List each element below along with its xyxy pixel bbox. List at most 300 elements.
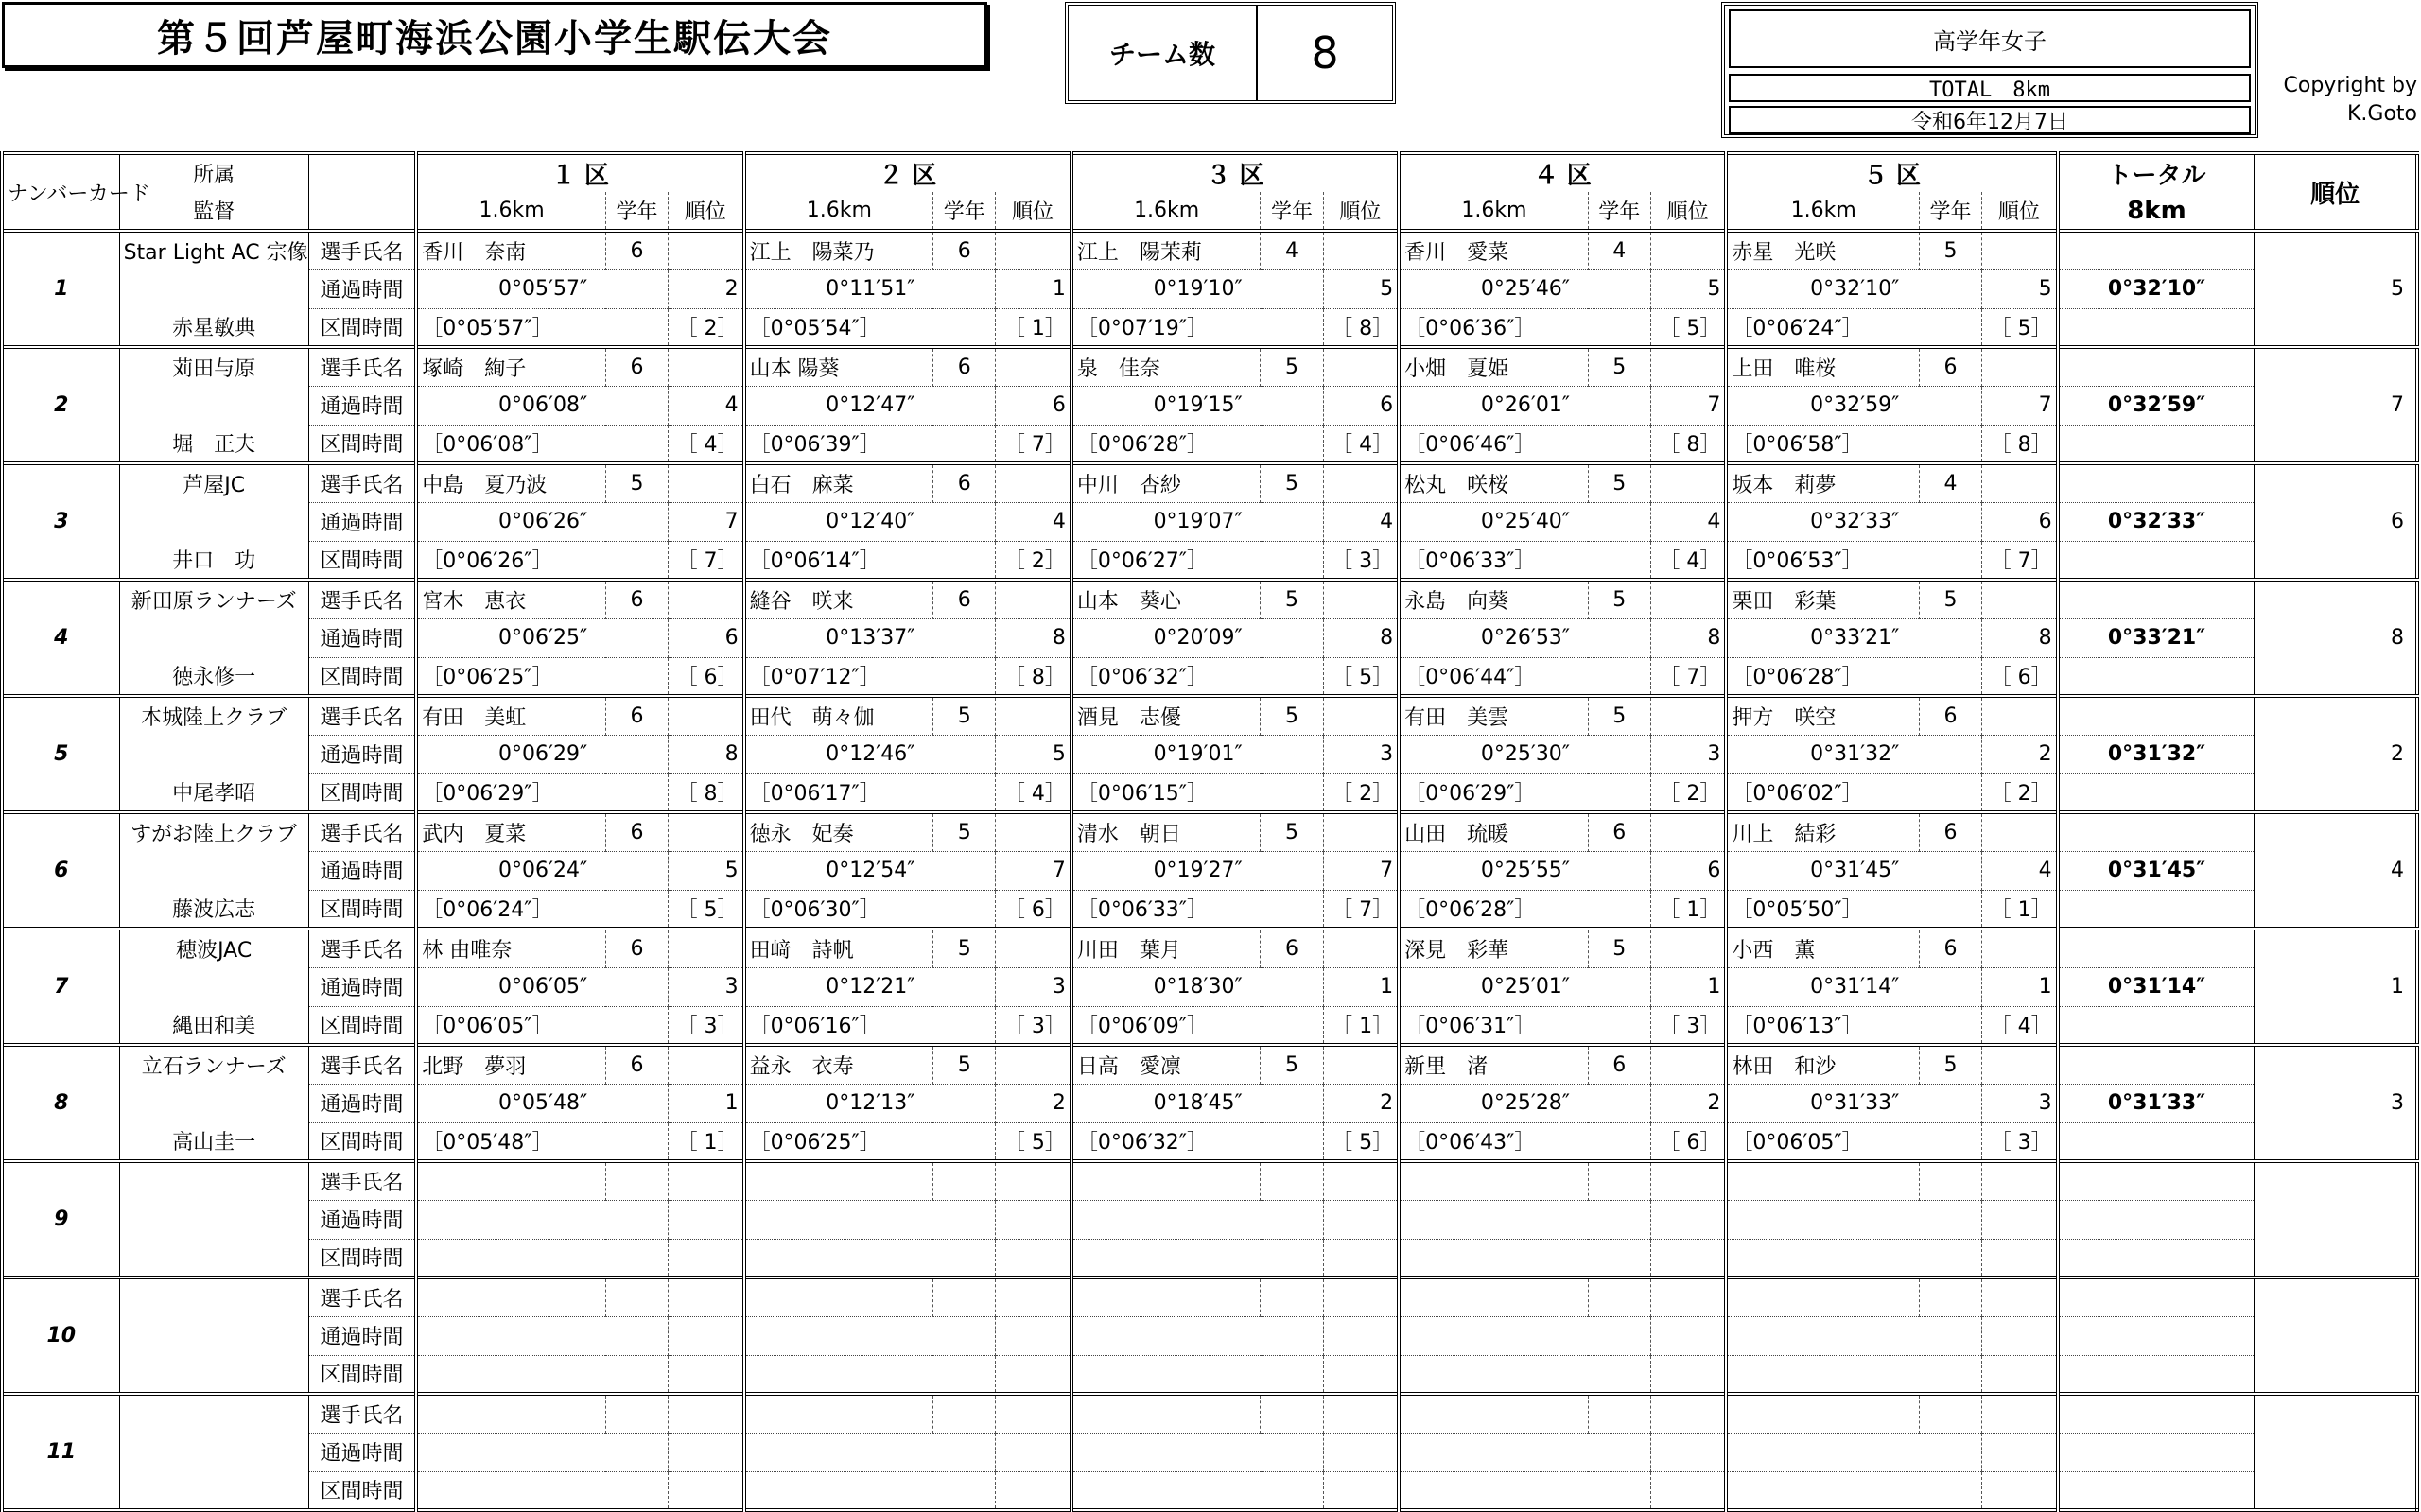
pass-time bbox=[1399, 1200, 1650, 1239]
copyright bbox=[2270, 72, 2417, 129]
grade-spacer bbox=[1650, 580, 1726, 618]
split-rank: ［ 3］ bbox=[1650, 1006, 1726, 1045]
grade-spacer bbox=[1982, 1277, 2058, 1316]
team-club bbox=[119, 1161, 308, 1200]
runner-grade: 5 bbox=[1261, 812, 1323, 851]
section-header-2: ２ 区 bbox=[744, 153, 1071, 192]
team-count-label: チーム数 bbox=[1069, 6, 1258, 100]
team-total-time: 0°32′33″ bbox=[2058, 502, 2255, 541]
team-total-time bbox=[2058, 1200, 2255, 1239]
pass-time bbox=[1399, 1316, 1650, 1355]
number-card: 4 bbox=[2, 580, 119, 696]
team-club: すがお陸上クラブ bbox=[119, 812, 308, 851]
runner-name: 江上 陽菜乃 bbox=[744, 231, 933, 269]
pass-rank: 2 bbox=[996, 1084, 1071, 1122]
split-time: ［0°07′12″］ bbox=[744, 657, 996, 696]
grade-spacer bbox=[1323, 463, 1399, 502]
team-total-time: 0°31′32″ bbox=[2058, 735, 2255, 773]
runner-grade bbox=[1588, 1277, 1650, 1316]
split-time: ［0°06′44″］ bbox=[1399, 657, 1650, 696]
runner-name: 山本 葵心 bbox=[1071, 580, 1261, 618]
runner-grade bbox=[1588, 1161, 1650, 1200]
runner-grade: 6 bbox=[1920, 812, 1982, 851]
copyright-line-1: Copyright by bbox=[2283, 74, 2417, 97]
runner-grade: 6 bbox=[605, 231, 668, 269]
split-rank: ［ 3］ bbox=[668, 1006, 743, 1045]
runner-name: 益永 衣寿 bbox=[744, 1045, 933, 1084]
runner-name: 深見 彩華 bbox=[1399, 929, 1588, 967]
runner-grade: 6 bbox=[605, 812, 668, 851]
row-label-pass: 通過時間 bbox=[308, 618, 416, 657]
grade-spacer bbox=[996, 696, 1071, 735]
team-club-spacer bbox=[119, 269, 308, 308]
runner-grade: 6 bbox=[1920, 347, 1982, 386]
team-club: Star Light AC 宗像 bbox=[119, 231, 308, 269]
team-club: 苅田与原 bbox=[119, 347, 308, 386]
pass-time bbox=[1726, 1433, 1981, 1471]
pass-time: 0°05′57″ bbox=[416, 269, 668, 308]
pass-time: 0°06′25″ bbox=[416, 618, 668, 657]
row-label-header bbox=[308, 153, 416, 231]
pass-time bbox=[416, 1316, 668, 1355]
split-rank: ［ 5］ bbox=[1650, 308, 1726, 347]
pass-time bbox=[1071, 1316, 1323, 1355]
runner-name bbox=[1726, 1394, 1919, 1433]
split-rank: ［ 4］ bbox=[1323, 425, 1399, 463]
split-rank: ［ 6］ bbox=[1650, 1122, 1726, 1161]
section-header-1: １ 区 bbox=[416, 153, 743, 192]
grade-spacer bbox=[668, 696, 743, 735]
row-label-pass: 通過時間 bbox=[308, 851, 416, 890]
runner-name: 山本 陽葵 bbox=[744, 347, 933, 386]
pass-rank bbox=[1650, 1433, 1726, 1471]
team-club-spacer bbox=[119, 386, 308, 425]
grade-spacer bbox=[996, 231, 1071, 269]
split-time bbox=[744, 1355, 996, 1394]
split-time bbox=[1726, 1471, 1981, 1510]
split-rank: ［ 8］ bbox=[1982, 425, 2058, 463]
grade-spacer bbox=[1323, 1394, 1399, 1433]
row-label-split: 区間時間 bbox=[308, 1471, 416, 1510]
runner-grade: 5 bbox=[1261, 347, 1323, 386]
team-place: 6 bbox=[2255, 463, 2417, 580]
split-time: ［0°06′13″］ bbox=[1726, 1006, 1981, 1045]
split-rank bbox=[1982, 1471, 2058, 1510]
split-time bbox=[1399, 1239, 1650, 1277]
runner-grade: 5 bbox=[933, 812, 996, 851]
pass-rank bbox=[1323, 1200, 1399, 1239]
pass-rank: 4 bbox=[668, 386, 743, 425]
pass-rank: 4 bbox=[1650, 502, 1726, 541]
split-time bbox=[416, 1239, 668, 1277]
pass-rank bbox=[668, 1316, 743, 1355]
grade-spacer bbox=[668, 929, 743, 967]
runner-name bbox=[1399, 1394, 1588, 1433]
split-rank: ［ 2］ bbox=[668, 308, 743, 347]
row-label-runner: 選手氏名 bbox=[308, 929, 416, 967]
grade-spacer bbox=[668, 1045, 743, 1084]
split-time bbox=[1071, 1471, 1323, 1510]
runner-name: 永島 向葵 bbox=[1399, 580, 1588, 618]
split-time: ［0°06′30″］ bbox=[744, 890, 996, 929]
runner-name bbox=[744, 1394, 933, 1433]
grade-spacer bbox=[996, 812, 1071, 851]
row-label-pass: 通過時間 bbox=[308, 1200, 416, 1239]
grade-spacer bbox=[1323, 1161, 1399, 1200]
team-manager bbox=[119, 1471, 308, 1510]
category-date: 令和6年12月7日 bbox=[1729, 106, 2251, 134]
row-label-runner: 選手氏名 bbox=[308, 696, 416, 735]
total-spacer bbox=[2058, 696, 2255, 735]
grade-header-1: 学年 bbox=[605, 192, 668, 231]
pass-rank bbox=[996, 1316, 1071, 1355]
grade-spacer bbox=[1650, 696, 1726, 735]
split-time: ［0°06′25″］ bbox=[416, 657, 668, 696]
runner-name bbox=[1071, 1161, 1261, 1200]
page-title: 第５回芦屋町海浜公園小学生駅伝大会 bbox=[2, 2, 987, 68]
split-rank: ［ 2］ bbox=[1650, 773, 1726, 812]
runner-name: 有田 美雲 bbox=[1399, 696, 1588, 735]
runner-grade bbox=[605, 1394, 668, 1433]
runner-name: 林 由唯奈 bbox=[416, 929, 605, 967]
pass-rank: 1 bbox=[1650, 967, 1726, 1006]
total-spacer bbox=[2058, 1277, 2255, 1316]
pass-rank: 5 bbox=[996, 735, 1071, 773]
split-rank bbox=[1323, 1355, 1399, 1394]
team-manager: 堀 正夫 bbox=[119, 425, 308, 463]
team-club-spacer bbox=[119, 1433, 308, 1471]
runner-name: 泉 佳奈 bbox=[1071, 347, 1261, 386]
pass-rank: 8 bbox=[1323, 618, 1399, 657]
pass-time: 0°06′26″ bbox=[416, 502, 668, 541]
split-rank: ［ 2］ bbox=[996, 541, 1071, 580]
pass-time: 0°26′53″ bbox=[1399, 618, 1650, 657]
team-club: 本城陸上クラブ bbox=[119, 696, 308, 735]
runner-name: 川田 葉月 bbox=[1071, 929, 1261, 967]
split-rank bbox=[996, 1239, 1071, 1277]
row-label-runner: 選手氏名 bbox=[308, 347, 416, 386]
runner-name: 中川 杏紗 bbox=[1071, 463, 1261, 502]
grade-spacer bbox=[1323, 347, 1399, 386]
runner-grade bbox=[1920, 1394, 1982, 1433]
grade-spacer bbox=[668, 1161, 743, 1200]
pass-time: 0°19′07″ bbox=[1071, 502, 1323, 541]
total-spacer bbox=[2058, 1471, 2255, 1510]
pass-rank bbox=[996, 1200, 1071, 1239]
pass-rank: 7 bbox=[668, 502, 743, 541]
runner-grade: 6 bbox=[933, 580, 996, 618]
split-rank bbox=[1650, 1355, 1726, 1394]
team-total-time: 0°33′21″ bbox=[2058, 618, 2255, 657]
team-total-time: 0°32′10″ bbox=[2058, 269, 2255, 308]
grade-spacer bbox=[1323, 696, 1399, 735]
runner-grade: 5 bbox=[1588, 929, 1650, 967]
pass-time: 0°12′40″ bbox=[744, 502, 996, 541]
number-card: 7 bbox=[2, 929, 119, 1045]
grade-header-5: 学年 bbox=[1920, 192, 1982, 231]
split-rank: ［ 7］ bbox=[1323, 890, 1399, 929]
runner-grade: 5 bbox=[933, 929, 996, 967]
pass-time: 0°25′46″ bbox=[1399, 269, 1650, 308]
team-place: 4 bbox=[2255, 812, 2417, 929]
grade-spacer bbox=[1982, 696, 2058, 735]
runner-name: 日高 愛凛 bbox=[1071, 1045, 1261, 1084]
grade-spacer bbox=[1982, 580, 2058, 618]
runner-name: 押方 咲空 bbox=[1726, 696, 1919, 735]
team-club-spacer bbox=[119, 1316, 308, 1355]
split-rank: ［ 7］ bbox=[668, 541, 743, 580]
runner-name bbox=[1399, 1277, 1588, 1316]
pass-rank: 7 bbox=[1650, 386, 1726, 425]
runner-grade: 6 bbox=[605, 929, 668, 967]
team-club-spacer bbox=[119, 502, 308, 541]
pass-rank: 6 bbox=[996, 386, 1071, 425]
pass-rank: 8 bbox=[1650, 618, 1726, 657]
row-label-runner: 選手氏名 bbox=[308, 812, 416, 851]
runner-name bbox=[1726, 1161, 1919, 1200]
split-time: ［0°06′09″］ bbox=[1071, 1006, 1323, 1045]
pass-time bbox=[744, 1200, 996, 1239]
split-rank: ［ 7］ bbox=[1650, 657, 1726, 696]
runner-grade: 5 bbox=[1261, 1045, 1323, 1084]
pass-rank: 1 bbox=[668, 1084, 743, 1122]
row-label-split: 区間時間 bbox=[308, 1239, 416, 1277]
split-time: ［0°06′32″］ bbox=[1071, 1122, 1323, 1161]
total-spacer bbox=[2058, 347, 2255, 386]
row-label-runner: 選手氏名 bbox=[308, 231, 416, 269]
pass-rank: 8 bbox=[996, 618, 1071, 657]
runner-name: 白石 麻菜 bbox=[744, 463, 933, 502]
split-time: ［0°06′16″］ bbox=[744, 1006, 996, 1045]
split-time: ［0°05′54″］ bbox=[744, 308, 996, 347]
total-spacer bbox=[2058, 1239, 2255, 1277]
section-header-3: ３ 区 bbox=[1071, 153, 1399, 192]
runner-grade: 5 bbox=[1588, 696, 1650, 735]
number-card: 8 bbox=[2, 1045, 119, 1161]
grade-spacer bbox=[1650, 929, 1726, 967]
team-place bbox=[2255, 1161, 2417, 1277]
split-rank: ［ 8］ bbox=[1323, 308, 1399, 347]
split-time: ［0°06′24″］ bbox=[1726, 308, 1981, 347]
pass-time: 0°25′40″ bbox=[1399, 502, 1650, 541]
pass-rank: 8 bbox=[668, 735, 743, 773]
split-time: ［0°06′58″］ bbox=[1726, 425, 1981, 463]
grade-spacer bbox=[668, 1277, 743, 1316]
grade-spacer bbox=[1650, 347, 1726, 386]
pass-time: 0°19′10″ bbox=[1071, 269, 1323, 308]
runner-name bbox=[416, 1277, 605, 1316]
number-card: 10 bbox=[2, 1277, 119, 1394]
total-spacer bbox=[2058, 463, 2255, 502]
split-time: ［0°06′43″］ bbox=[1399, 1122, 1650, 1161]
split-rank: ［ 7］ bbox=[996, 425, 1071, 463]
pass-rank: 5 bbox=[1650, 269, 1726, 308]
total-header: トータル bbox=[2058, 153, 2255, 192]
pass-rank: 6 bbox=[668, 618, 743, 657]
runner-name: 江上 陽茉莉 bbox=[1071, 231, 1261, 269]
pass-rank: 1 bbox=[996, 269, 1071, 308]
pass-rank bbox=[1323, 1433, 1399, 1471]
runner-grade: 5 bbox=[1588, 580, 1650, 618]
grade-spacer bbox=[1323, 1045, 1399, 1084]
total-spacer bbox=[2058, 657, 2255, 696]
split-time: ［0°06′26″］ bbox=[416, 541, 668, 580]
split-rank: ［ 8］ bbox=[996, 657, 1071, 696]
team-manager: 高山圭一 bbox=[119, 1122, 308, 1161]
runner-name: 武内 夏菜 bbox=[416, 812, 605, 851]
grade-spacer bbox=[1982, 347, 2058, 386]
row-label-runner: 選手氏名 bbox=[308, 580, 416, 618]
split-time bbox=[744, 1471, 996, 1510]
team-manager: 徳永修一 bbox=[119, 657, 308, 696]
split-time: ［0°06′33″］ bbox=[1071, 890, 1323, 929]
pass-rank bbox=[668, 1200, 743, 1239]
grade-spacer bbox=[668, 812, 743, 851]
team-club-spacer bbox=[119, 1084, 308, 1122]
grade-header-4: 学年 bbox=[1588, 192, 1650, 231]
pass-rank: 1 bbox=[1323, 967, 1399, 1006]
grade-spacer bbox=[1650, 1161, 1726, 1200]
team-club bbox=[119, 1394, 308, 1433]
grade-header-3: 学年 bbox=[1261, 192, 1323, 231]
runner-grade: 5 bbox=[1588, 463, 1650, 502]
grade-spacer bbox=[1323, 580, 1399, 618]
grade-header-2: 学年 bbox=[933, 192, 996, 231]
split-rank bbox=[668, 1355, 743, 1394]
runner-grade bbox=[933, 1394, 996, 1433]
grade-spacer bbox=[996, 347, 1071, 386]
section-distance-4: 1.6km bbox=[1399, 192, 1588, 231]
pass-time bbox=[744, 1316, 996, 1355]
runner-name bbox=[744, 1277, 933, 1316]
grade-spacer bbox=[1650, 463, 1726, 502]
split-rank: ［ 7］ bbox=[1982, 541, 2058, 580]
runner-name: 林田 和沙 bbox=[1726, 1045, 1919, 1084]
runner-grade: 5 bbox=[1920, 1045, 1982, 1084]
runner-grade bbox=[605, 1277, 668, 1316]
runner-name: 坂本 莉夢 bbox=[1726, 463, 1919, 502]
split-rank: ［ 1］ bbox=[668, 1122, 743, 1161]
row-label-split: 区間時間 bbox=[308, 308, 416, 347]
pass-rank bbox=[1982, 1316, 2058, 1355]
split-rank: ［ 4］ bbox=[1982, 1006, 2058, 1045]
split-time: ［0°06′14″］ bbox=[744, 541, 996, 580]
pass-time: 0°25′30″ bbox=[1399, 735, 1650, 773]
rank-header-4: 順位 bbox=[1650, 192, 1726, 231]
pass-time: 0°05′48″ bbox=[416, 1084, 668, 1122]
total-spacer bbox=[2058, 541, 2255, 580]
runner-grade: 4 bbox=[1920, 463, 1982, 502]
split-rank: ［ 8］ bbox=[1650, 425, 1726, 463]
grade-spacer bbox=[668, 1394, 743, 1433]
split-time: ［0°06′24″］ bbox=[416, 890, 668, 929]
team-manager: 井口 功 bbox=[119, 541, 308, 580]
pass-rank bbox=[996, 1433, 1071, 1471]
pass-time: 0°06′08″ bbox=[416, 386, 668, 425]
number-card-header: ナンバーカード bbox=[2, 153, 119, 231]
team-manager: 中尾孝昭 bbox=[119, 773, 308, 812]
total-spacer bbox=[2058, 425, 2255, 463]
runner-grade: 5 bbox=[1261, 696, 1323, 735]
rank-header-5: 順位 bbox=[1982, 192, 2058, 231]
pass-time: 0°18′30″ bbox=[1071, 967, 1323, 1006]
runner-name bbox=[1071, 1394, 1261, 1433]
row-label-pass: 通過時間 bbox=[308, 386, 416, 425]
category-name: 高学年女子 bbox=[1729, 9, 2251, 68]
pass-time bbox=[1726, 1316, 1981, 1355]
pass-rank: 7 bbox=[1323, 851, 1399, 890]
grade-spacer bbox=[996, 580, 1071, 618]
runner-name: 川上 結彩 bbox=[1726, 812, 1919, 851]
pass-rank: 4 bbox=[1982, 851, 2058, 890]
rank-header-2: 順位 bbox=[996, 192, 1071, 231]
runner-grade: 6 bbox=[933, 463, 996, 502]
team-club bbox=[119, 1277, 308, 1316]
team-club-spacer bbox=[119, 1200, 308, 1239]
total-spacer bbox=[2058, 308, 2255, 347]
split-rank bbox=[668, 1239, 743, 1277]
pass-time: 0°11′51″ bbox=[744, 269, 996, 308]
total-distance-header: 8km bbox=[2058, 192, 2255, 231]
pass-time: 0°18′45″ bbox=[1071, 1084, 1323, 1122]
runner-grade bbox=[1920, 1277, 1982, 1316]
category-box bbox=[1721, 2, 2258, 138]
total-spacer bbox=[2058, 812, 2255, 851]
split-rank bbox=[1982, 1355, 2058, 1394]
runner-grade: 5 bbox=[1261, 580, 1323, 618]
split-time bbox=[416, 1471, 668, 1510]
pass-rank: 4 bbox=[996, 502, 1071, 541]
row-label-runner: 選手氏名 bbox=[308, 1394, 416, 1433]
team-place: 5 bbox=[2255, 231, 2417, 347]
category-total: TOTAL 8km bbox=[1729, 74, 2251, 102]
runner-name: 赤星 光咲 bbox=[1726, 231, 1919, 269]
grade-spacer bbox=[1650, 231, 1726, 269]
grade-spacer bbox=[1650, 812, 1726, 851]
runner-name: 香川 愛菜 bbox=[1399, 231, 1588, 269]
pass-time: 0°31′32″ bbox=[1726, 735, 1981, 773]
pass-time: 0°26′01″ bbox=[1399, 386, 1650, 425]
pass-rank: 3 bbox=[1982, 1084, 2058, 1122]
row-label-pass: 通過時間 bbox=[308, 967, 416, 1006]
runner-grade: 6 bbox=[1920, 929, 1982, 967]
section-distance-3: 1.6km bbox=[1071, 192, 1261, 231]
runner-grade bbox=[933, 1277, 996, 1316]
team-manager bbox=[119, 1355, 308, 1394]
split-rank: ［ 3］ bbox=[1323, 541, 1399, 580]
split-rank: ［ 8］ bbox=[668, 773, 743, 812]
runner-name: 清水 朝日 bbox=[1071, 812, 1261, 851]
split-time: ［0°06′02″］ bbox=[1726, 773, 1981, 812]
split-time: ［0°06′27″］ bbox=[1071, 541, 1323, 580]
team-place: 3 bbox=[2255, 1045, 2417, 1161]
split-time bbox=[744, 1239, 996, 1277]
number-card: 3 bbox=[2, 463, 119, 580]
split-rank: ［ 1］ bbox=[1650, 890, 1726, 929]
runner-grade: 6 bbox=[605, 696, 668, 735]
split-rank: ［ 4］ bbox=[1650, 541, 1726, 580]
pass-time: 0°12′47″ bbox=[744, 386, 996, 425]
grade-spacer bbox=[996, 1394, 1071, 1433]
total-spacer bbox=[2058, 1394, 2255, 1433]
pass-time: 0°06′05″ bbox=[416, 967, 668, 1006]
pass-rank: 2 bbox=[668, 269, 743, 308]
pass-time: 0°12′54″ bbox=[744, 851, 996, 890]
section-distance-5: 1.6km bbox=[1726, 192, 1919, 231]
grade-spacer bbox=[996, 463, 1071, 502]
team-count-value: 8 bbox=[1311, 27, 1339, 78]
split-rank: ［ 1］ bbox=[1323, 1006, 1399, 1045]
